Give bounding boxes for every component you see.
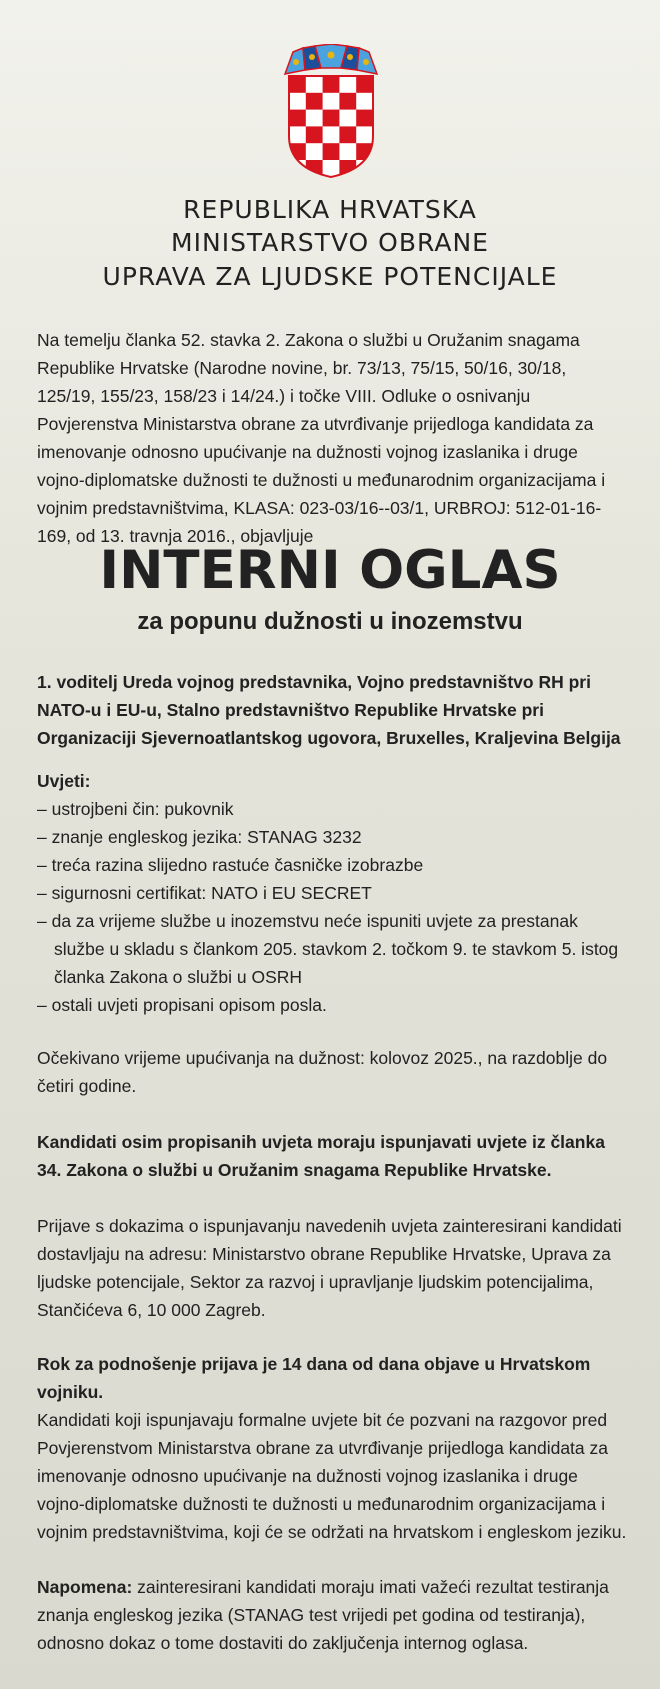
condition-item: – ustrojbeni čin: pukovnik	[37, 799, 234, 819]
note-paragraph	[37, 1573, 627, 1657]
header-republic: REPUBLIKA HRVATSKA	[183, 195, 477, 224]
announcement-subtitle: za popunu dužnosti u inozemstvu	[137, 608, 523, 635]
applications-paragraph: Prijave s dokazima o ispunjavanju navedenih uvjeta zainteresirani kandidati dostavljaju na adresu: Ministarstvo obrane Republike Hrvatske, Uprava za ljudske potencijale, Sektor za razvoj i upravljanje ljudskim potencijalima, Stančićeva 6, 10 000 Zagreb.	[37, 1216, 622, 1320]
interview-paragraph: Kandidati koji ispunjavaju formalne uvjete bit će pozvani na razgovor pred Povjerenstvom Ministarstva obrane za utvrđivanje prijedloga kandidata za imenovanje odnosno upućivanje na dužnosti vojnog izaslanika i druge vojno-diplomatske dužnosti te dužnosti u međunarodnim organizacijama i vojnim predstavništvima, koji će se održati na hrvatskom i engleskom jeziku.	[37, 1410, 627, 1542]
condition-item: – sigurnosni certifikat: NATO i EU SECRET	[37, 883, 372, 903]
condition-item: – znanje engleskog jezika: STANAG 3232	[37, 827, 362, 847]
candidates-requirement: Kandidati osim propisanih uvjeta moraju ispunjavati uvjete iz članka 34. Zakona o službi u Oružanim snagama Republike Hrvatske.	[37, 1132, 605, 1180]
note-label: Napomena:	[37, 1577, 133, 1597]
condition-item: – ostali uvjeti propisani opisom posla.	[37, 995, 327, 1015]
conditions-section	[37, 767, 627, 1019]
deadline-text: Rok za podnošenje prijava je 14 dana od dana objave u Hrvatskom vojniku.	[37, 1354, 591, 1402]
header-directorate: UPRAVA ZA LJUDSKE POTENCIJALE	[102, 262, 558, 291]
condition-item: – treća razina slijedno rastuće časničke izobrazbe	[37, 855, 424, 875]
coat-of-arms-icon	[279, 44, 383, 179]
note-text: zainteresirani kandidati moraju imati važeći rezultat testiranja znanja engleskog jezika (STANAG test vrijedi pet godina od testiranja), odnosno dokaz o tome dostaviti do zaključenja internog oglasa.	[37, 1577, 609, 1653]
expected-time-paragraph: Očekivano vrijeme upućivanja na dužnost: kolovoz 2025., na razdoblje do četiri godine.	[37, 1048, 608, 1096]
intro-paragraph: Na temelju članka 52. stavka 2. Zakona o službi u Oružanim snagama Republike Hrvatske (Narodne novine, br. 73/13, 75/15, 50/16, 30/18, 125/19, 155/23, 158/23 i 14/24.) i točke VIII. Odluke o osnivanju Povjerenstva Ministarstva obrane za utvrđivanje prijedloga kandidata za imenovanje odnosno upućivanje na dužnosti vojnog izaslanika i druge vojno-diplomatske dužnosti te dužnosti u međunarodnim organizacijama i vojnim predstavništvima, KLASA: 023-03/16--03/1, URBROJ: 512-01-16-169, od 13. travnja 2016., objavljuje	[37, 330, 606, 546]
condition-item: – da za vrijeme službe u inozemstvu neće ispuniti uvjete za prestanak službe u skladu s člankom 205. stavkom 2. točkom 9. te stavkom 5. istog članka Zakona o službi u OSRH	[37, 911, 619, 987]
announcement-title: INTERNI OGLAS	[99, 540, 561, 601]
position-description: 1. voditelj Ureda vojnog predstavnika, Vojno predstavništvo RH pri NATO-u i EU-u, Stalno predstavništvo Republike Hrvatske pri Organizaciji Sjevernoatlantskog ugovora, Bruxelles, Kraljevina Belgija	[37, 672, 621, 748]
conditions-heading: Uvjeti:	[37, 771, 91, 791]
header-ministry: MINISTARSTVO OBRANE	[171, 228, 489, 257]
